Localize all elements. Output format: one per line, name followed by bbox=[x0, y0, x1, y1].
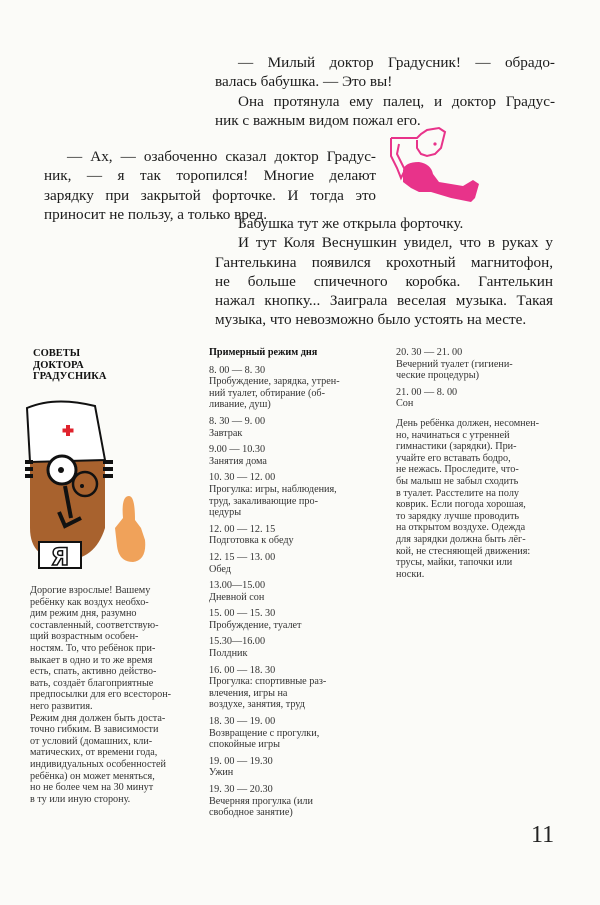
schedule-entry bbox=[209, 716, 389, 751]
schedule-activity: воздухе, занятия, труд bbox=[209, 699, 305, 711]
schedule-entry bbox=[209, 416, 389, 439]
text-line: Режим дня должен быть доста- bbox=[30, 712, 166, 724]
schedule-heading: Примерный режим дня bbox=[209, 347, 318, 358]
exercising-child-illustration bbox=[383, 126, 483, 211]
schedule-activity: труд, закаливающие про- bbox=[209, 495, 318, 507]
text-line: но, начинаться с утренней bbox=[396, 429, 510, 441]
advice-intro-column bbox=[30, 585, 190, 805]
schedule-entry bbox=[209, 552, 389, 575]
text-line: выкает в одно и то же время bbox=[30, 654, 153, 666]
schedule-activity: Полдник bbox=[209, 648, 248, 660]
schedule-time: 12. 15 — 13. 00 bbox=[209, 551, 276, 563]
text-line: — Милый доктор Градусник! — обрадо- bbox=[238, 54, 555, 71]
text-line: нажал кнопку... Заиграла веселая музыка. Такая bbox=[215, 292, 553, 310]
schedule-entry bbox=[209, 756, 389, 779]
schedule-time: 19. 00 — 19.30 bbox=[209, 755, 273, 767]
schedule-entry bbox=[209, 665, 389, 711]
schedule-time: 15.30—16.00 bbox=[209, 636, 266, 648]
text-line: носки. bbox=[396, 568, 425, 580]
story-paragraph-left bbox=[44, 147, 376, 224]
text-line: учайте его вставать бодро, bbox=[396, 452, 511, 464]
schedule-entry bbox=[396, 387, 566, 410]
schedule-time: 9.00 — 10.30 bbox=[209, 444, 266, 456]
schedule-time: 10. 30 — 12. 00 bbox=[209, 472, 276, 484]
schedule-entry bbox=[209, 784, 389, 819]
text-line: ник, — я так торопился! Многие делают bbox=[44, 167, 376, 185]
text-line: от условий (домашних, кли- bbox=[30, 735, 153, 747]
schedule-entry bbox=[209, 636, 389, 659]
schedule-activity: Пробуждение, зарядка, утрен- bbox=[209, 376, 340, 388]
text-line: него развития. bbox=[30, 700, 93, 712]
schedule-activity: влечения, игры на bbox=[209, 687, 288, 699]
schedule-activity: Вечерняя прогулка (или bbox=[209, 795, 313, 807]
schedule-time: 13.00—15.00 bbox=[209, 580, 266, 592]
schedule-time: 19. 30 — 20.30 bbox=[209, 784, 273, 795]
doctor-gradusnik-illustration bbox=[25, 400, 175, 570]
text-line: Дорогие взрослые! Вашему bbox=[30, 585, 151, 596]
text-line: валась бабушка. — Это вы! bbox=[215, 73, 393, 91]
schedule-activity: Пробуждение, туалет bbox=[209, 619, 302, 631]
text-line: трусы, майки, тапочки или bbox=[396, 557, 513, 569]
text-line: в ту или иную сторону. bbox=[30, 793, 131, 805]
schedule-entry bbox=[209, 365, 389, 411]
text-line: но не более чем на 30 минут bbox=[30, 782, 154, 794]
schedule-activity: Прогулка: игры, наблюдения, bbox=[209, 483, 337, 495]
schedule-time: 20. 30 — 21. 00 bbox=[396, 347, 463, 358]
schedule-activity: ческие процедуры) bbox=[396, 370, 479, 382]
text-line: Бабушка тут же открыла форточку. bbox=[238, 215, 464, 232]
text-line: — Ах, — озабоченно сказал доктор Градус- bbox=[67, 148, 376, 165]
text-line: в туалет. Расстелите на полу bbox=[396, 487, 519, 499]
text-line: зарядку при закрытой форточке. И тогда это bbox=[44, 186, 376, 204]
schedule-activity: Обед bbox=[209, 563, 231, 575]
text-line: составленный, соответствую- bbox=[30, 619, 159, 631]
text-line: Она протянула ему палец, и доктор Градус- bbox=[238, 92, 555, 110]
text-line: коврик. Если погода хорошая, bbox=[396, 499, 526, 511]
schedule-activity: Возвращение с прогулки, bbox=[209, 727, 320, 739]
text-line: дим режим дня, разумно bbox=[30, 608, 137, 620]
text-line: щий возрастным особен- bbox=[30, 631, 139, 643]
text-line: И тут Коля Веснушкин увидел, что в руках у bbox=[238, 234, 553, 252]
schedule-entry bbox=[396, 347, 566, 382]
schedule-activity: Занятия дома bbox=[209, 455, 267, 467]
schedule-activity: свободное занятие) bbox=[209, 807, 293, 819]
title-line: ДОКТОРА bbox=[33, 359, 84, 371]
text-line: матических, от времени года, bbox=[30, 747, 158, 759]
schedule-time: 8. 00 — 8. 30 bbox=[209, 364, 266, 376]
text-line: есть, спать, активно действо- bbox=[30, 666, 157, 678]
text-line: то зарядку лучше проводить bbox=[396, 510, 520, 522]
schedule-activity: Сон bbox=[396, 398, 414, 410]
text-line: на открытом воздухе. Одежда bbox=[396, 522, 526, 534]
schedule-entry bbox=[209, 580, 389, 603]
page-number: 11 bbox=[531, 822, 555, 848]
schedule-activity: цедуры bbox=[209, 507, 242, 519]
text-line: кой, не стесняющей движения: bbox=[396, 545, 531, 557]
schedule-continued-column bbox=[396, 347, 566, 580]
schedule-note bbox=[396, 418, 566, 580]
letter-ya: Я bbox=[50, 543, 70, 570]
schedule-time: 8. 30 — 9. 00 bbox=[209, 415, 266, 427]
schedule-entry bbox=[209, 472, 389, 518]
text-line: приносит не пользу, а только вред. bbox=[44, 205, 267, 223]
schedule-time: 12. 00 — 12. 15 bbox=[209, 523, 276, 535]
schedule-activity: Подготовка к обеду bbox=[209, 535, 294, 547]
text-line: вать, создаёт благоприятные bbox=[30, 677, 154, 689]
text-line: для зарядки должна быть лёг- bbox=[396, 533, 526, 545]
schedule-activity: Ужин bbox=[209, 767, 234, 779]
schedule-activity: Прогулка: спортивные раз- bbox=[209, 676, 327, 688]
text-line: День ребёнка должен, несомнен- bbox=[396, 417, 539, 429]
schedule-entry bbox=[209, 444, 389, 467]
text-line: предпосылки для его всесторон- bbox=[30, 689, 172, 701]
schedule-activity: спокойные игры bbox=[209, 739, 280, 751]
advice-section-title bbox=[33, 348, 107, 383]
text-line: гимнастики (зарядки). При- bbox=[396, 441, 517, 453]
text-line: не больше спичечного коробка. Гантелькин bbox=[215, 272, 553, 290]
schedule-entry bbox=[209, 524, 389, 547]
schedule-activity: Вечерний туалет (гигиени- bbox=[396, 358, 513, 370]
schedule-time: 16. 00 — 18. 30 bbox=[209, 664, 276, 676]
text-line: ник с важным видом пожал его. bbox=[215, 111, 421, 129]
schedule-time: 15. 00 — 15. 30 bbox=[209, 608, 276, 620]
schedule-time: 21. 00 — 8. 00 bbox=[396, 386, 458, 398]
schedule-activity: Завтрак bbox=[209, 427, 243, 439]
schedule-time: 18. 30 — 19. 00 bbox=[209, 716, 276, 728]
text-line: не нежась. Проследите, что- bbox=[396, 464, 519, 476]
daily-schedule-column bbox=[209, 347, 389, 824]
text-line: музыка, что невозможно было устоять на месте. bbox=[215, 311, 527, 329]
text-line: ностям. То, что ребёнок при- bbox=[30, 642, 156, 654]
text-line: индивидуальных особенностей bbox=[30, 758, 166, 770]
text-line: бы малыш не забыл сходить bbox=[396, 475, 519, 487]
text-line: точно гибким. В зависимости bbox=[30, 724, 159, 736]
title-line: ГРАДУСНИКА bbox=[33, 371, 107, 382]
story-paragraph-bottom bbox=[215, 214, 553, 330]
text-line: ребёнка) он может меняться, bbox=[30, 770, 155, 782]
title-line: СОВЕТЫ bbox=[33, 348, 81, 359]
text-line: ребёнку как воздух необхо- bbox=[30, 596, 149, 608]
schedule-entry bbox=[209, 608, 389, 631]
schedule-activity: ливание, душ) bbox=[209, 399, 271, 411]
story-paragraph-top bbox=[215, 53, 555, 130]
text-line: Гантелькина появился крохотный магнитофон, bbox=[215, 253, 553, 271]
schedule-activity: ний туалет, обтирание (об- bbox=[209, 387, 326, 399]
schedule-activity: Дневной сон bbox=[209, 591, 265, 603]
